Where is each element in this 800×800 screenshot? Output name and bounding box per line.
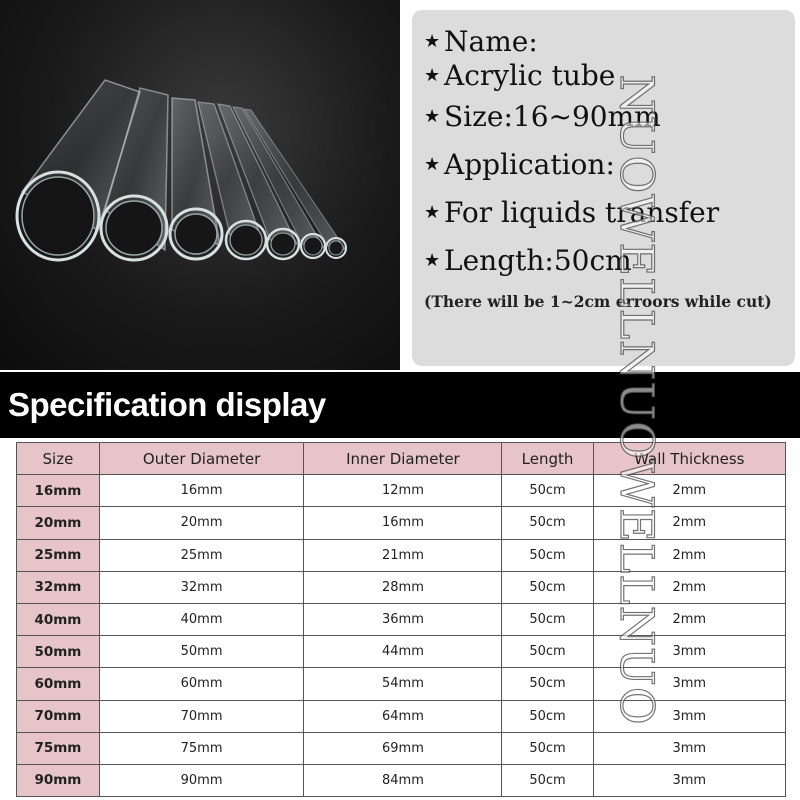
outer-diameter-cell: 75mm — [99, 732, 304, 764]
wall-thickness-cell: 3mm — [593, 764, 785, 796]
table-row — [17, 571, 786, 603]
spec-banner: Specification display — [0, 372, 800, 438]
table-row — [17, 636, 786, 668]
product-info-box — [412, 10, 795, 366]
inner-diameter-cell: 21mm — [304, 539, 502, 571]
length-cell: 50cm — [502, 668, 593, 700]
wall-thickness-cell: 3mm — [593, 636, 785, 668]
outer-diameter-cell: 25mm — [99, 539, 304, 571]
size-cell: 60mm — [17, 668, 100, 700]
info-line-name: ★ Name: — [424, 24, 538, 58]
wall-thickness-cell: 2mm — [593, 507, 785, 539]
size-cell: 25mm — [17, 539, 100, 571]
outer-diameter-cell: 70mm — [99, 700, 304, 732]
table-row — [17, 668, 786, 700]
length-cell: 50cm — [502, 700, 593, 732]
info-line-usage: ★ For liquids transfer — [424, 195, 720, 229]
inner-diameter-cell: 28mm — [304, 571, 502, 603]
wall-thickness-cell: 3mm — [593, 732, 785, 764]
length-cell: 50cm — [502, 539, 593, 571]
wall-thickness-cell: 3mm — [593, 668, 785, 700]
inner-diameter-cell: 64mm — [304, 700, 502, 732]
star-icon: ★ — [424, 249, 441, 271]
table-row — [17, 507, 786, 539]
inner-diameter-cell: 54mm — [304, 668, 502, 700]
watermark-text: NUOWELLNUOWELLNUO — [610, 74, 664, 726]
wall-thickness-cell: 2mm — [593, 539, 785, 571]
info-line-size: ★ Size:16~90mm — [424, 99, 661, 133]
length-cell: 50cm — [502, 732, 593, 764]
wall-thickness-cell: 3mm — [593, 700, 785, 732]
inner-diameter-cell: 16mm — [304, 507, 502, 539]
table-header-row — [17, 443, 786, 475]
size-cell: 32mm — [17, 571, 100, 603]
star-icon: ★ — [424, 30, 441, 52]
size-cell: 40mm — [17, 603, 100, 635]
info-line-application: ★ Application: — [424, 147, 615, 181]
outer-diameter-cell: 50mm — [99, 636, 304, 668]
header-outer-diameter: Outer Diameter — [99, 443, 304, 475]
table-row — [17, 732, 786, 764]
wall-thickness-cell: 2mm — [593, 603, 785, 635]
star-icon: ★ — [424, 153, 441, 175]
size-cell: 90mm — [17, 764, 100, 796]
length-cell: 50cm — [502, 475, 593, 507]
inner-diameter-cell: 69mm — [304, 732, 502, 764]
star-icon: ★ — [424, 201, 441, 223]
wall-thickness-cell: 2mm — [593, 571, 785, 603]
length-cell: 50cm — [502, 571, 593, 603]
table-row — [17, 700, 786, 732]
length-cell: 50cm — [502, 764, 593, 796]
product-photo — [0, 0, 400, 370]
outer-diameter-cell: 60mm — [99, 668, 304, 700]
table-row — [17, 764, 786, 796]
table-row — [17, 539, 786, 571]
wall-thickness-cell: 2mm — [593, 475, 785, 507]
size-cell: 75mm — [17, 732, 100, 764]
header-inner-diameter: Inner Diameter — [304, 443, 502, 475]
length-cell: 50cm — [502, 636, 593, 668]
outer-diameter-cell: 20mm — [99, 507, 304, 539]
inner-diameter-cell: 44mm — [304, 636, 502, 668]
info-line-length: ★ Length:50cm — [424, 243, 632, 277]
length-cell: 50cm — [502, 507, 593, 539]
acrylic-tubes-image — [0, 0, 400, 370]
inner-diameter-cell: 36mm — [304, 603, 502, 635]
outer-diameter-cell: 90mm — [99, 764, 304, 796]
size-cell: 16mm — [17, 475, 100, 507]
outer-diameter-cell: 32mm — [99, 571, 304, 603]
inner-diameter-cell: 12mm — [304, 475, 502, 507]
spec-table-container — [16, 442, 786, 797]
outer-diameter-cell: 40mm — [99, 603, 304, 635]
header-size: Size — [17, 443, 100, 475]
outer-diameter-cell: 16mm — [99, 475, 304, 507]
cut-error-note: (There will be 1~2cm erroors while cut) — [424, 292, 772, 311]
table-row — [17, 475, 786, 507]
star-icon: ★ — [424, 105, 441, 127]
size-cell: 70mm — [17, 700, 100, 732]
length-cell: 50cm — [502, 603, 593, 635]
info-line-product: ★ Acrylic tube — [424, 58, 616, 92]
size-cell: 20mm — [17, 507, 100, 539]
table-row — [17, 603, 786, 635]
spec-table — [16, 442, 786, 797]
header-wall-thickness: Wall Thickness — [593, 443, 785, 475]
star-icon: ★ — [424, 64, 441, 86]
size-cell: 50mm — [17, 636, 100, 668]
inner-diameter-cell: 84mm — [304, 764, 502, 796]
header-length: Length — [502, 443, 593, 475]
